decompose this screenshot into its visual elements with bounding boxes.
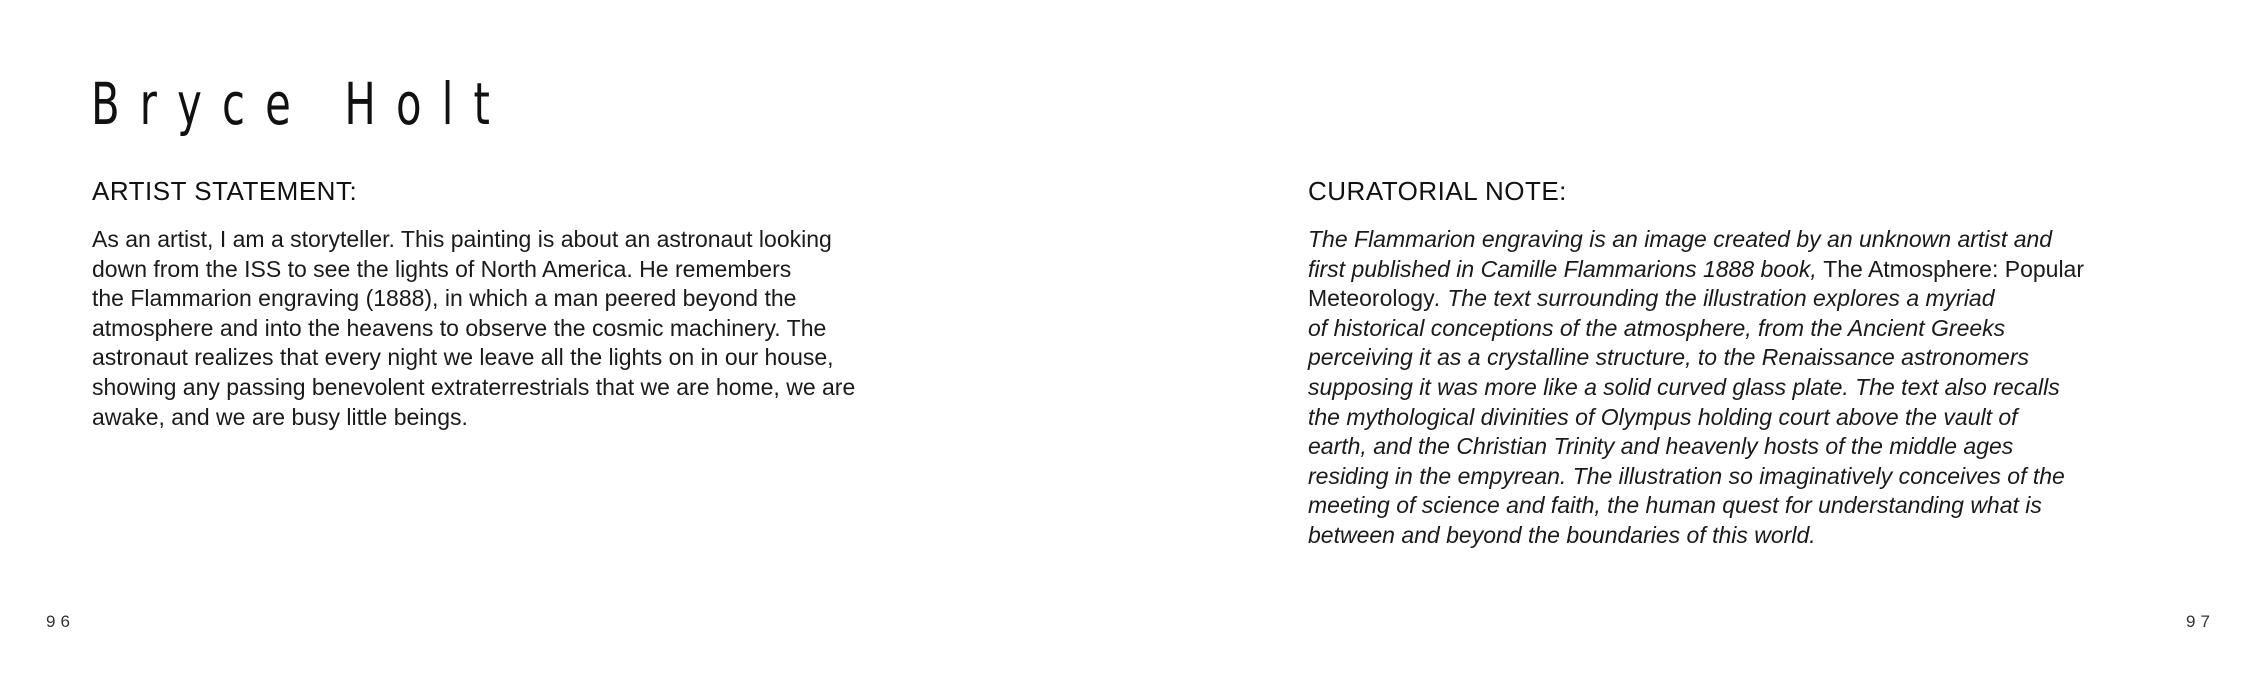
book-title-part1: The Atmosphere: Popular [1823, 255, 2085, 282]
text-segment: first published in Camille Flammarions 1888 book, [1308, 255, 1824, 282]
artist-statement-text [92, 225, 942, 432]
text-line: of historical conceptions of the atmosphere, from the Ancient Greeks [1308, 314, 2006, 341]
text-segment: . The text surrounding the illustration explores a myriad [1434, 285, 1995, 312]
curatorial-note-text [1308, 225, 2158, 551]
curatorial-note-heading: CURATORIAL NOTE: [1308, 176, 1567, 206]
text-line: atmosphere and into the heavens to observe the cosmic machinery. The [92, 314, 827, 341]
book-title-part2: Meteorology [1308, 285, 1435, 312]
text-line [1308, 255, 2158, 285]
text-line: the mythological divinities of Olympus holding court above the vault of [1308, 403, 2018, 430]
text-line: between and beyond the boundaries of this world. [1308, 521, 1816, 548]
text-line: astronaut realizes that every night we leave all the lights on in our house, [92, 344, 834, 371]
text-line: supposing it was more like a solid curved glass plate. The text also recalls [1308, 373, 2060, 400]
text-line [1308, 284, 2158, 314]
text-line: meeting of science and faith, the human quest for understanding what is [1308, 492, 2042, 519]
artist-statement-heading: ARTIST STATEMENT: [92, 176, 358, 206]
text-line: down from the ISS to see the lights of North America. He remembers [92, 255, 792, 282]
page-number-right: 97 [2186, 612, 2215, 631]
text-line: The Flammarion engraving is an image created by an unknown artist and [1308, 226, 2053, 252]
text-line: residing in the empyrean. The illustration so imaginatively conceives of the [1308, 462, 2065, 489]
text-line: the Flammarion engraving (1888), in which a man peered beyond the [92, 285, 797, 312]
text-line: awake, and we are busy little beings. [92, 403, 468, 430]
text-line: As an artist, I am a storyteller. This painting is about an astronaut looking [92, 226, 832, 252]
curatorial-note-section [1308, 176, 2158, 551]
artist-statement-section [92, 176, 942, 432]
text-line: earth, and the Christian Trinity and heavenly hosts of the middle ages [1308, 433, 2014, 460]
text-line: perceiving it as a crystalline structure, to the Renaissance astronomers [1308, 344, 2029, 371]
text-line: showing any passing benevolent extraterrestrials that we are home, we are [92, 373, 856, 400]
page-number-left: 96 [46, 612, 75, 631]
artist-name: Bryce Holt [91, 70, 510, 138]
